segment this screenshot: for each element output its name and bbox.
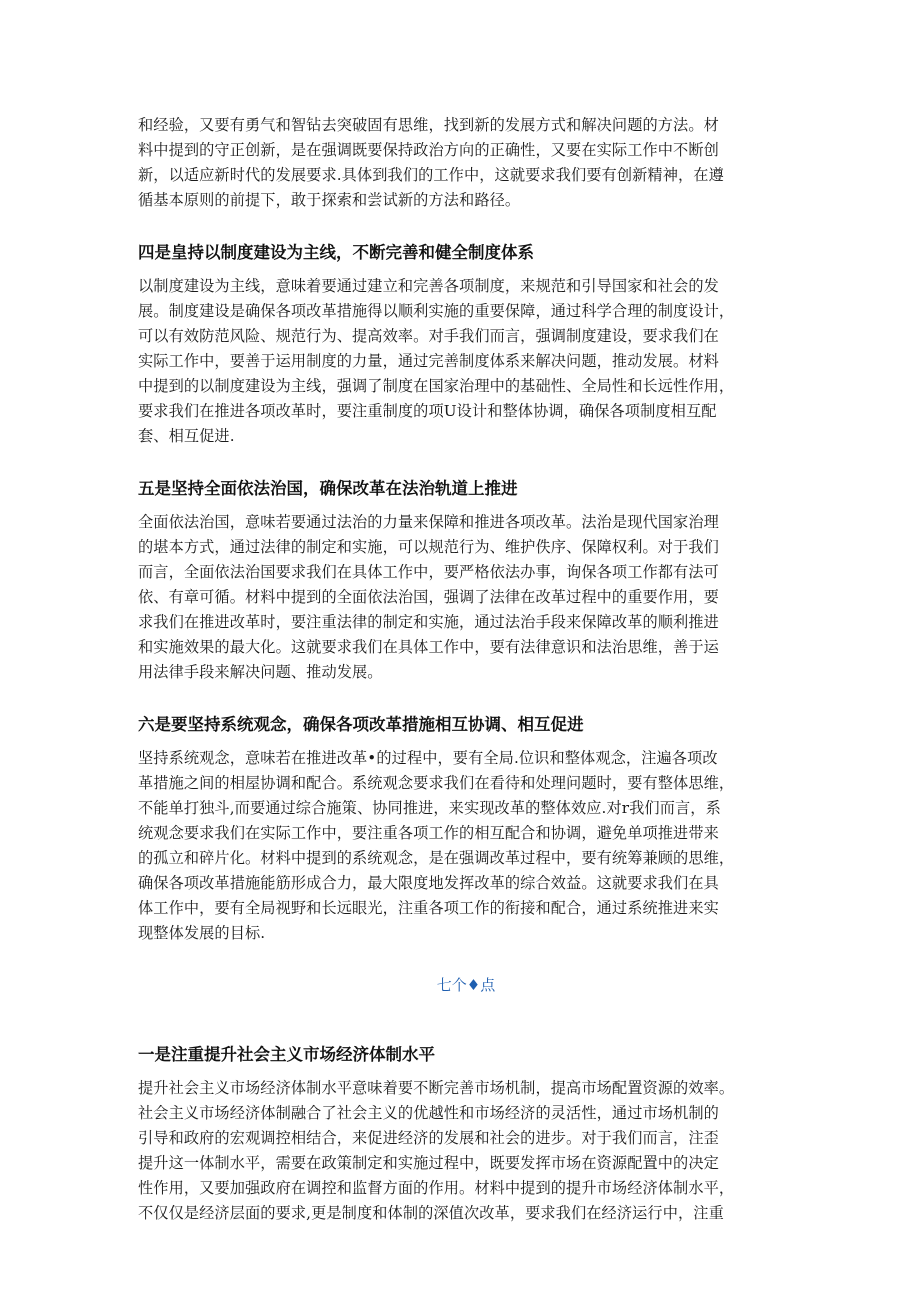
text-line: 中提到的以制度建设为主线，强调了制度在国家治理中的基础性、全局性和长远性作用， <box>138 377 735 395</box>
text-line: 现整体发展的目标. <box>138 924 266 942</box>
text-line: 提升社会主义市场经济体制水平意味着要不断完善市场机制，提高市场配置资源的效率。 <box>138 1079 735 1097</box>
text-line: 的孤立和碎片化。材料中提到的系统观念，是在强调改革过程中，要有统筹兼顾的思维， <box>138 849 735 867</box>
opening-paragraph <box>138 113 794 213</box>
center-title: 七个♦点 <box>436 976 496 994</box>
text-line: 要求我们在推进各项改革时，要注重制度的项U设计和整体协调，确保各项制度相互配 <box>138 402 717 420</box>
text-line: 可以有效防范风险、规范行为、提高效率。对手我们而言，强调制度建设，要求我们在 <box>138 327 719 345</box>
text-line: 以制度建设为主线，意味着要通过建立和完善各项制度，来规范和引导国家和社会的发 <box>138 277 719 295</box>
section-heading: 六是要坚持系统观念，确保各项改革措施相互协调、相互促进 <box>138 715 584 734</box>
text-line: 而言，全面依法治国要求我们在具体工作中，要严格依法办事，询保各项工作都有法可 <box>138 563 719 581</box>
text-line: 统观念要求我们在实际工作中，要注重各项工作的相互配合和协调，避免单项推进带来 <box>138 824 719 842</box>
section-paragraph <box>138 746 794 946</box>
text-line: 革措施之间的相屋协调和配合。系统观念要求我们在看待和处理问题时，要有整体思维， <box>138 774 735 792</box>
text-line: 实际工作中，要善于运用制度的力量，通过完善制度体系来解决问题，推动发展。材料 <box>138 352 719 370</box>
section-paragraph <box>138 274 794 449</box>
text-line: 引导和政府的宏观调控相结合，来促进经济的发展和社会的进步。对于我们而言，注歪 <box>138 1129 719 1147</box>
text-line: 坚持系统观念，意味若在推进改革•的过程中，要有全局.位识和整体观念，注遍各项改 <box>138 749 718 767</box>
text-line: 社会主义市场经济体制融合了社会主义的优越性和市场经济的灵活性，通过市场机制的 <box>138 1104 719 1122</box>
section-paragraph <box>138 1076 794 1226</box>
document-page <box>138 113 794 1226</box>
text-line: 体工作中，要有全局视野和长远眼光，注重各项工作的衔接和配合，通过系统推进来实 <box>138 899 719 917</box>
text-line: 和经验，又要有勇气和智钻去突破固有思维，找到新的发展方式和解决问题的方法。材 <box>138 116 719 134</box>
section-heading: 四是皇持以制度建设为主线，不断完善和健全制度体系 <box>138 243 534 262</box>
text-line: 和实施效果的最大化。这就要求我们在具体工作中，要有法律意识和法治思维，善于运 <box>138 638 719 656</box>
text-line: 确保各项改革措施能筋形成合力，最大限度地发挥改革的综合效益。这就要求我们在具 <box>138 874 719 892</box>
text-line: 料中提到的守正创新，是在强调既要保持政治方向的正确性，又要在实际工作中不断创 <box>138 141 719 159</box>
section-paragraph <box>138 510 794 685</box>
text-line: 的堪本方式，通过法律的制定和实施，可以规范行为、维护佚序、保障权利。对于我们 <box>138 538 719 556</box>
text-line: 展。制度建设是确保各项改革措施得以顺利实施的重要保障，通过科学合理的制度设计， <box>138 302 735 320</box>
text-line: 新，以适应新时代的发展要求.具体到我们的工作中，这就要求我们要有创新精神，在遵 <box>138 166 724 184</box>
text-line: 用法律手段来解决问题、推动发展。 <box>138 663 383 681</box>
text-line: 不仅仅是经济层面的要求,更是制度和体制的深值次改革，要求我们在经济运行中，注重 <box>138 1204 724 1222</box>
text-line: 全面依法治国，意味若要通过法治的力量来保障和推进各项改革。法治是现代国家治理 <box>138 513 719 531</box>
text-line: 性作用，又要加强政府在调控和监督方面的作用。材料中提到的提升市场经济体制水平， <box>138 1179 735 1197</box>
text-line: 求我们在推进改革时，要注重法律的制定和实施，通过法治手段来保障改革的顺利推进 <box>138 613 719 631</box>
section-heading: 五是坚持全面依法治国，确保改革在法治轨道上推进 <box>138 479 518 498</box>
text-line: 套、相互促进. <box>138 427 235 445</box>
text-line: 依、有章可循。材料中提到的全面依法治国，强调了法律在改革过程中的重要作用，要 <box>138 588 719 606</box>
text-line: 循基本原则的前提下，敢于探索和尝试新的方法和路径。 <box>138 191 521 209</box>
section-heading: 一是注重提升社会主义市场经济体制水平 <box>138 1045 435 1064</box>
text-line: 不能单打独斗,而要通过综合施策、协同推进，来实现改革的整体效应.对r我们而言，系 <box>138 799 721 817</box>
text-line: 提升这一体制水平，需要在政策制定和实施过程中，既要发挥市场在资源配置中的决定 <box>138 1154 719 1172</box>
